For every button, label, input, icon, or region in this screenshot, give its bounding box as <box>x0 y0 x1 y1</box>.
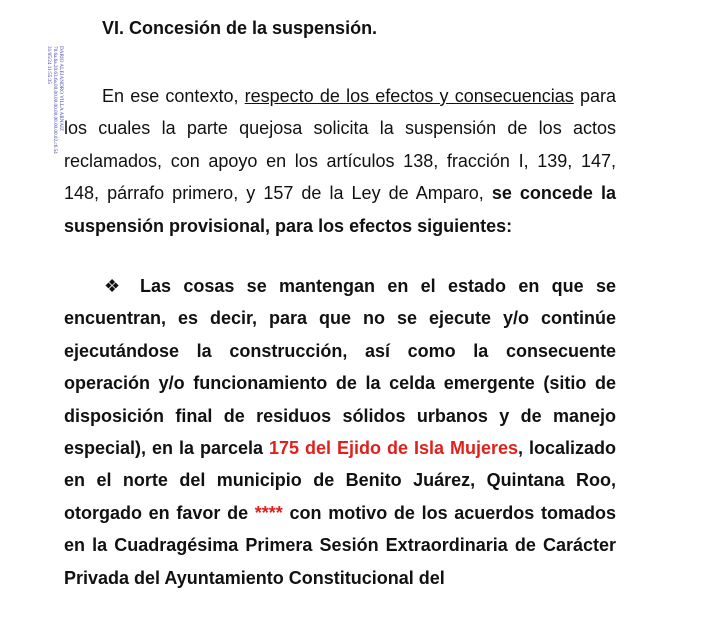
signature-stamp-graphic <box>14 46 70 226</box>
underlined-phrase: respecto de los efectos y consecuencias <box>244 86 574 106</box>
context-text-start: En ese contexto, <box>102 86 245 106</box>
effects-text-end: con motivo de los acuerdos tomados en la Cuadragésima Primera Sesión Extraordinaria de Carácter Privada del Ayuntamiento Constitucional del <box>64 502 616 588</box>
electronic-signature-stamp <box>14 46 70 226</box>
diamond-dots-bullet-icon: ❖ <box>104 276 121 296</box>
effects-text-start: Las cosas se mantengan en el estado en que se encuentran, es decir, para que no se ejecute y/o continúe ejecutándose la construcción, así como la consecuente operación y/o funcionamiento de la celda emergente (sitio de disposición final de residuos sólidos urbanos y de manejo especial), en la parcela <box>64 276 616 459</box>
context-text-middle: para los cuales la parte quejosa solicita la suspensión de los actos reclamados, con apoyo en los artículos 138, fracción I, 139, 147, 148, párrafo primero, y 157 de la Ley de Amparo, <box>64 86 616 204</box>
effects-bullet-paragraph <box>64 270 616 594</box>
parcel-reference: 175 del Ejido de Isla Mujeres <box>269 438 518 459</box>
context-paragraph <box>64 80 616 242</box>
effects-text-middle: , localizado en el norte del municipio de Benito Juárez, Quintana Roo, otorgado en favor de <box>64 438 616 523</box>
signature-name: DARIO ALEJANDRO VILLA ARNAIZ <box>58 46 64 132</box>
redacted-name: **** <box>254 502 283 523</box>
signature-serial: 70.6a.6a.20.63.6a.00.00.00.00.00.00.00.00.02.c6.54 <box>52 46 58 154</box>
bold-resolution: se concede la suspensión provisional, para los efectos siguientes: <box>64 183 616 236</box>
signature-timestamp: 31/05/24 11:55:35 <box>46 46 52 84</box>
section-heading: VI. Concesión de la suspensión. <box>102 18 378 38</box>
